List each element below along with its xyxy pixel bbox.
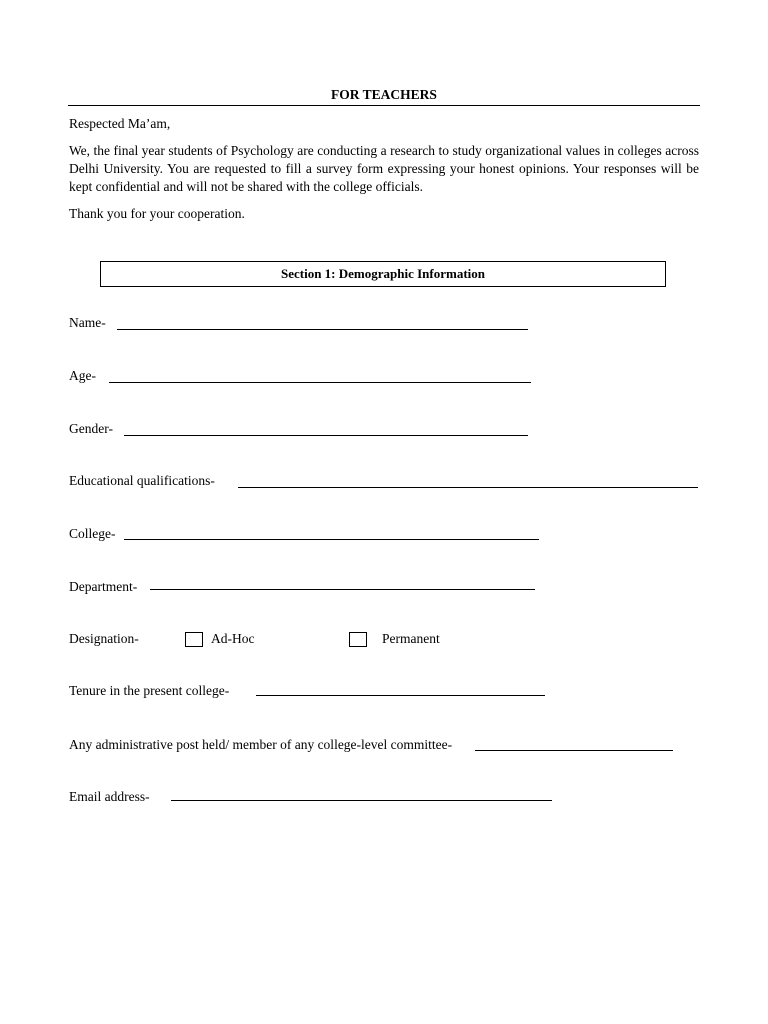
college-field[interactable] — [124, 539, 539, 540]
intro-paragraph: We, the final year students of Psychology are conducting a research to study organizational values in colleges across Delhi University. You are requested to fill a survey form expressing your honest opinions. Your responses will be kept confidential and will not be shared with the college officials. — [69, 143, 699, 194]
education-field[interactable] — [238, 487, 698, 488]
admin-post-label: Any administrative post held/ member of any college-level committee- — [69, 737, 453, 752]
closing-line: Thank you for your cooperation. — [69, 206, 245, 221]
name-field[interactable] — [117, 329, 528, 330]
education-label: Educational qualifications- — [69, 473, 215, 488]
tenure-field[interactable] — [256, 695, 545, 696]
adhoc-option-label: Ad-Hoc — [211, 631, 255, 646]
name-label: Name- — [69, 315, 106, 330]
section-title: Section 1: Demographic Information — [280, 266, 485, 281]
age-label: Age- — [69, 368, 96, 383]
permanent-checkbox[interactable] — [349, 632, 367, 647]
department-field[interactable] — [150, 589, 535, 590]
email-field[interactable] — [171, 800, 552, 801]
designation-label: Designation- — [69, 631, 139, 646]
page-title: FOR TEACHERS — [331, 87, 437, 102]
salutation: Respected Ma’am, — [69, 116, 171, 131]
age-field[interactable] — [109, 382, 531, 383]
department-label: Department- — [69, 579, 138, 594]
section-heading-box — [100, 261, 666, 287]
gender-field[interactable] — [124, 435, 528, 436]
permanent-option-label: Permanent — [382, 631, 440, 646]
college-label: College- — [69, 526, 116, 541]
tenure-label: Tenure in the present college- — [69, 683, 230, 698]
adhoc-checkbox[interactable] — [185, 632, 203, 647]
email-label: Email address- — [69, 789, 150, 804]
title-divider — [68, 105, 700, 106]
admin-post-field[interactable] — [475, 750, 673, 751]
gender-label: Gender- — [69, 421, 113, 436]
